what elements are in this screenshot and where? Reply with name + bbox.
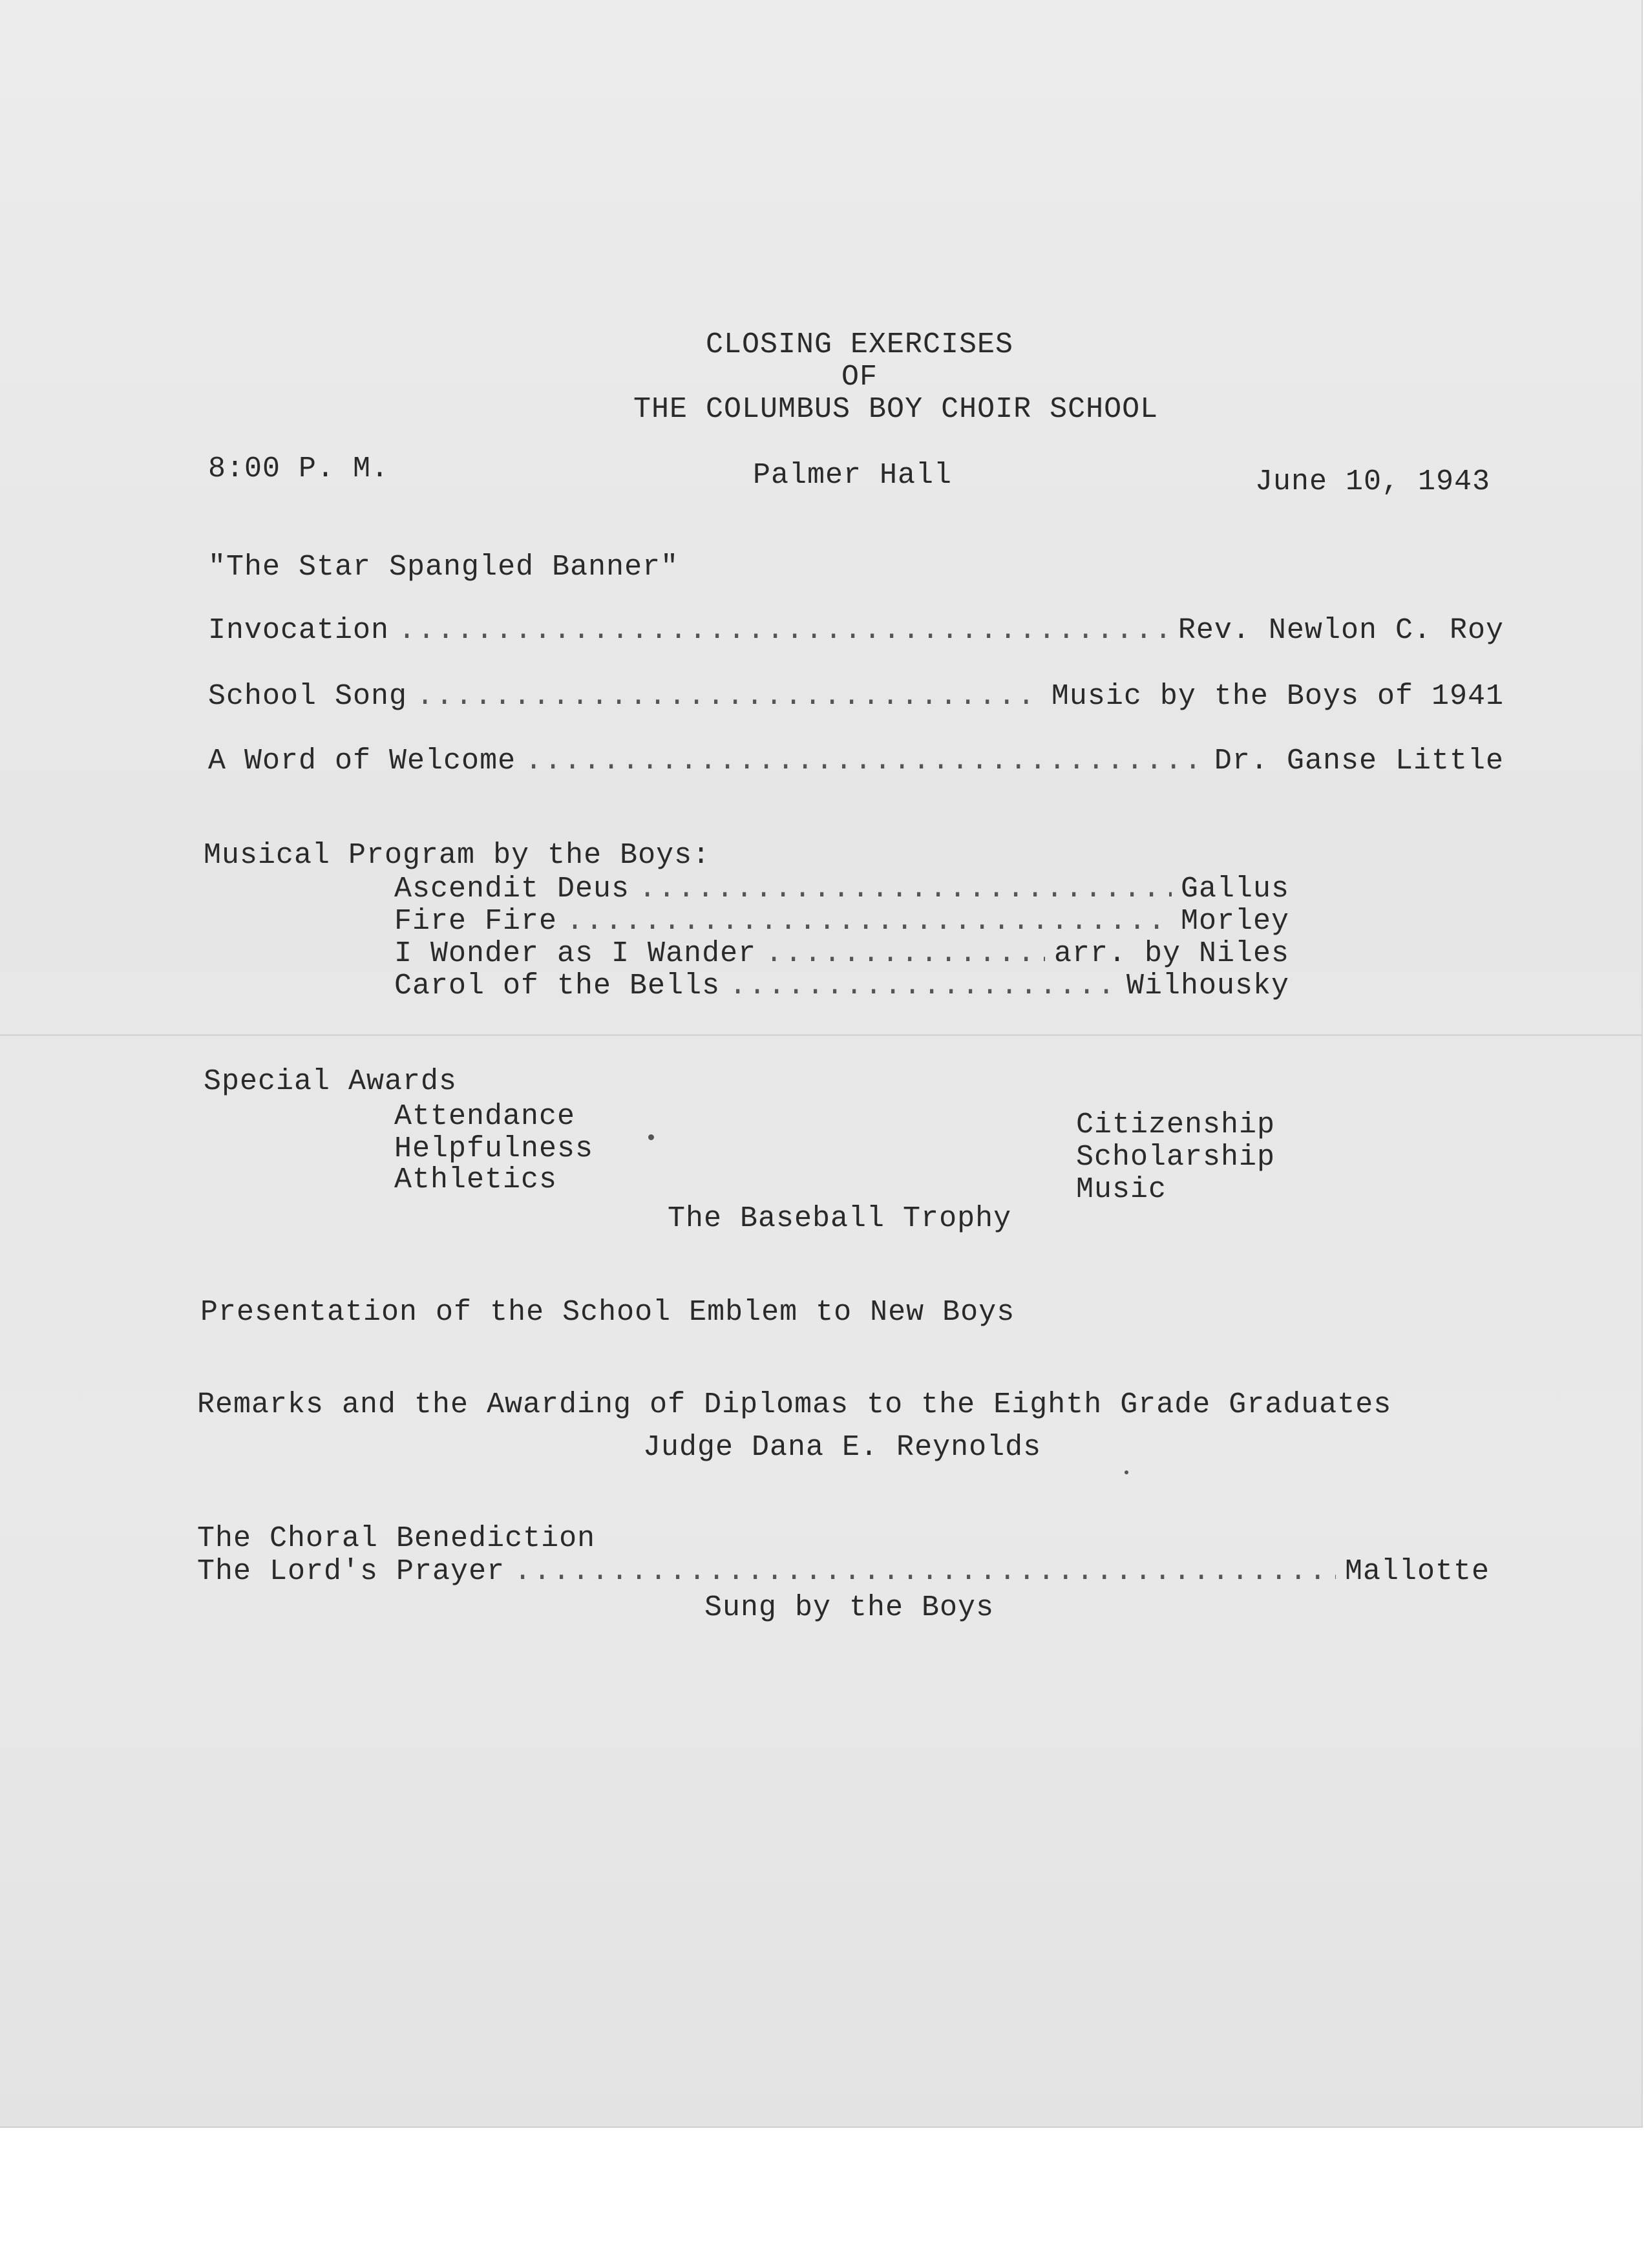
program-item-school-song [208, 680, 1504, 714]
title-line-2: OF [841, 361, 878, 394]
event-date: June 10, 1943 [1255, 465, 1491, 498]
dot-leader [514, 1555, 1336, 1589]
prayer-composer: Mallotte [1344, 1555, 1490, 1588]
musical-program-heading: Musical Program by the Boys: [204, 839, 711, 872]
event-place: Palmer Hall [753, 459, 953, 492]
diplomas-presenter: Judge Dana E. Reynolds [643, 1431, 1042, 1464]
item-title: School Song [208, 680, 408, 713]
title-line-3: THE COLUMBUS BOY CHOIR SCHOOL [633, 393, 1159, 426]
item-title: A Word of Welcome [208, 745, 516, 778]
emblem-presentation: Presentation of the School Emblem to New Boys [200, 1296, 1015, 1329]
diplomas-line: Remarks and the Awarding of Diplomas to the Eighth Grade Graduates [197, 1388, 1392, 1421]
paper-speck [1125, 1470, 1128, 1474]
dot-leader [398, 614, 1169, 648]
piece-composer: Gallus [1180, 873, 1289, 906]
piece-composer: Wilhousky [1126, 970, 1289, 1002]
piece-title: I Wonder as I Wander [394, 937, 757, 970]
award-left: Attendance [394, 1100, 576, 1133]
event-time: 8:00 P. M. [208, 452, 390, 485]
item-title: Invocation [208, 614, 390, 647]
special-awards-heading: Special Awards [204, 1065, 458, 1098]
award-left: Helpfulness [394, 1132, 594, 1165]
dot-leader [639, 873, 1172, 906]
fold-line [0, 1034, 1642, 1036]
piece-title: Ascendit Deus [394, 873, 630, 906]
paper-speck [648, 1134, 654, 1140]
piece-title: Carol of the Bells [394, 970, 721, 1002]
item-person: Dr. Ganse Little [1214, 745, 1504, 778]
baseball-trophy: The Baseball Trophy [668, 1202, 1012, 1235]
music-piece [394, 970, 1289, 1003]
anthem: "The Star Spangled Banner" [208, 551, 679, 584]
dot-leader [729, 970, 1117, 1003]
item-person: Rev. Newlon C. Roy [1178, 614, 1504, 647]
item-person: Music by the Boys of 1941 [1051, 680, 1504, 713]
piece-title: Fire Fire [394, 905, 558, 938]
award-right: Scholarship [1076, 1141, 1276, 1174]
title-line-1: CLOSING EXERCISES [705, 328, 1014, 361]
dot-leader [765, 937, 1045, 971]
award-left: Athletics [394, 1163, 558, 1196]
program-item-welcome [208, 745, 1504, 778]
prayer-title: The Lord's Prayer [197, 1555, 505, 1588]
piece-composer: Morley [1180, 905, 1289, 938]
music-piece [394, 937, 1289, 971]
piece-composer: arr. by Niles [1053, 937, 1289, 970]
lords-prayer-line [197, 1555, 1490, 1589]
dot-leader [525, 745, 1205, 778]
dot-leader [566, 905, 1172, 938]
award-right: Music [1076, 1173, 1167, 1206]
music-piece [394, 905, 1289, 938]
music-piece [394, 873, 1289, 906]
sung-by-note: Sung by the Boys [704, 1591, 995, 1624]
choral-benediction: The Choral Benediction [197, 1522, 596, 1555]
award-right: Citizenship [1076, 1108, 1276, 1141]
dot-leader [416, 680, 1042, 714]
program-item-invocation [208, 614, 1504, 648]
